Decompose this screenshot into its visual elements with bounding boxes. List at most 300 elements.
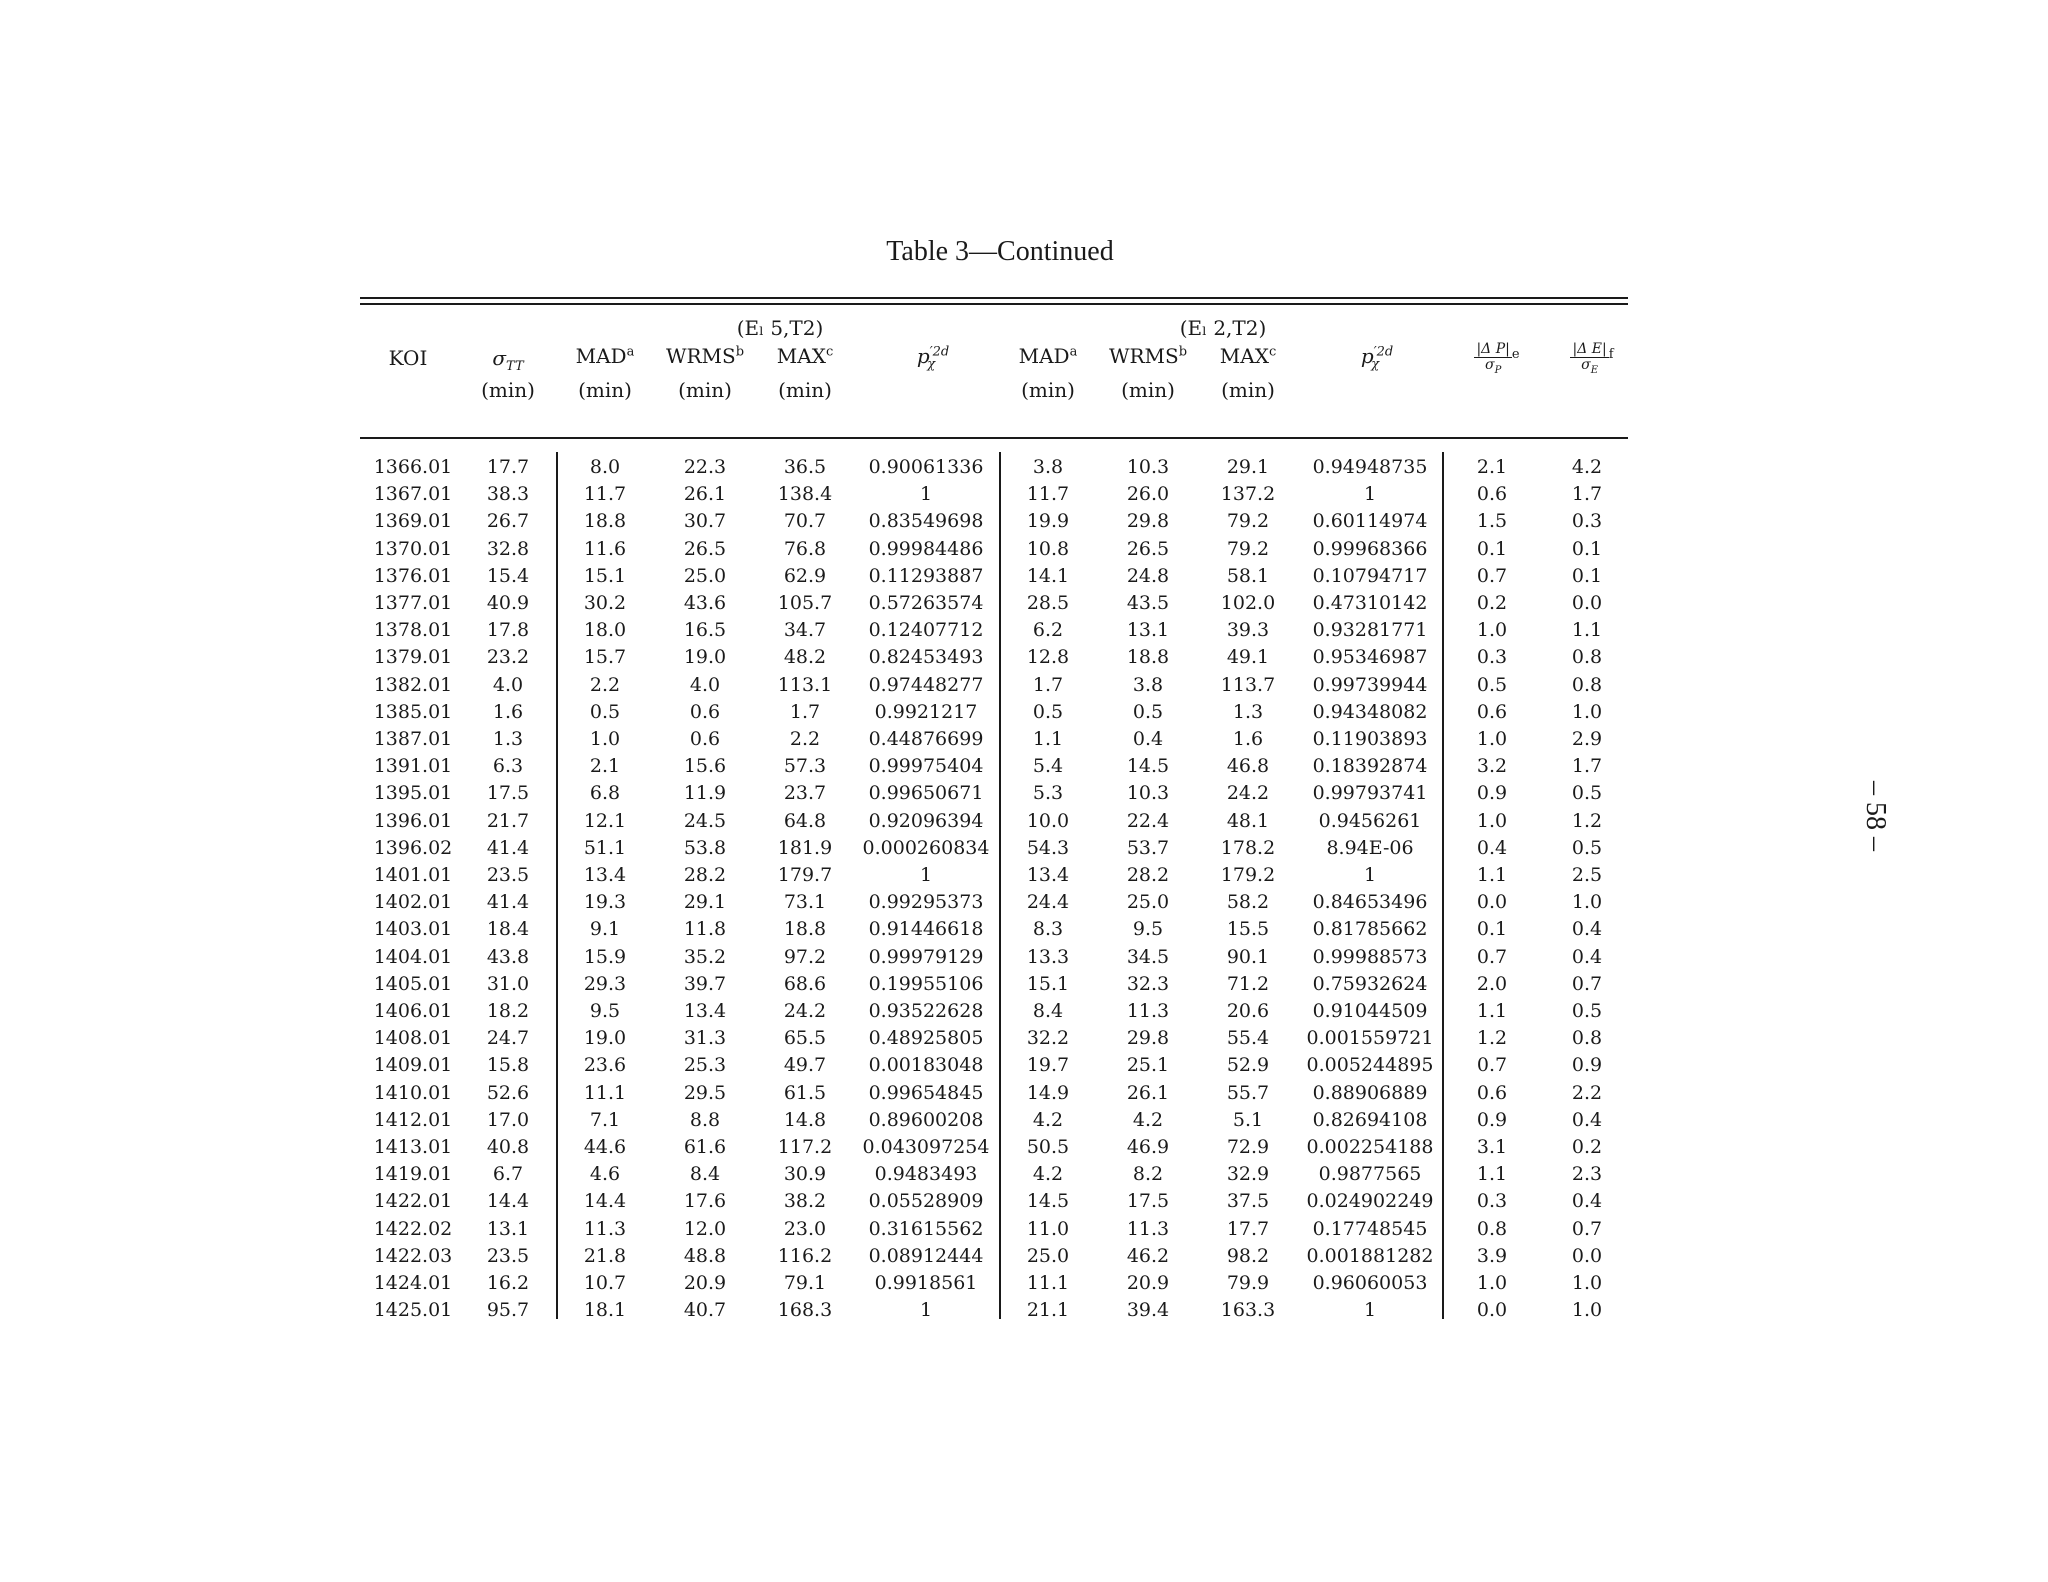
cell-sigma-tt: 17.8 [486, 619, 530, 642]
cell-koi: 1424.01 [373, 1272, 453, 1294]
cell-wrms-5: 13.4 [683, 1000, 727, 1022]
cell-koi: 1408.01 [373, 1027, 453, 1050]
cell-mad-2: 11.0 [1026, 1217, 1070, 1240]
cell-sigma-tt: 4.0 [492, 673, 524, 696]
cell-mad-2: 54.3 [1026, 836, 1070, 859]
cell-delta-e: 0.7 [1571, 1217, 1603, 1240]
cell-wrms-2: 10.3 [1126, 782, 1170, 805]
cell-wrms-5: 8.8 [689, 1108, 721, 1131]
cell-max-2: 58.1 [1226, 564, 1270, 587]
cell-koi: 1413.01 [373, 1136, 453, 1158]
cell-p-2: 0.88906889 [1312, 1081, 1428, 1104]
cell-p-2: 0.002254188 [1306, 1136, 1434, 1158]
cell-max-5: 105.7 [777, 592, 833, 614]
cell-koi: 1369.01 [373, 510, 453, 533]
cell-koi: 1422.01 [373, 1190, 453, 1213]
cell-wrms-5: 48.8 [683, 1244, 727, 1267]
cell-wrms-2: 32.3 [1126, 972, 1170, 995]
cell-koi: 1387.01 [373, 728, 453, 750]
cell-wrms-2: 20.9 [1126, 1272, 1170, 1294]
cell-max-2: 37.5 [1226, 1190, 1270, 1213]
cell-p-5: 0.99650671 [868, 782, 984, 805]
cell-sigma-tt: 40.9 [486, 592, 530, 614]
cell-mad-5: 30.2 [583, 592, 627, 614]
cell-delta-e: 0.9 [1571, 1054, 1603, 1077]
cell-delta-e: 0.4 [1571, 945, 1603, 968]
cell-wrms-5: 20.9 [683, 1272, 727, 1294]
cell-wrms-2: 9.5 [1132, 918, 1164, 941]
cell-p-2: 8.94E-06 [1326, 836, 1414, 859]
cell-koi: 1419.01 [373, 1163, 453, 1186]
cell-max-2: 52.9 [1226, 1054, 1270, 1077]
cell-delta-p: 0.6 [1476, 1081, 1508, 1104]
cell-wrms-5: 22.3 [683, 456, 727, 478]
cell-wrms-5: 28.2 [683, 864, 727, 886]
cell-mad-5: 1.0 [589, 728, 621, 750]
cell-max-5: 76.8 [783, 537, 827, 560]
cell-p-5: 0.99975404 [868, 755, 984, 778]
cell-wrms-2: 46.9 [1126, 1136, 1170, 1158]
cell-p-2: 0.60114974 [1312, 510, 1428, 533]
cell-max-5: 48.2 [783, 646, 827, 669]
cell-delta-e: 2.9 [1571, 728, 1603, 750]
cell-sigma-tt: 21.7 [486, 809, 530, 832]
cell-sigma-tt: 6.7 [492, 1163, 524, 1186]
cell-delta-e: 0.4 [1571, 1108, 1603, 1131]
cell-max-5: 34.7 [783, 619, 827, 642]
cell-delta-p: 0.6 [1476, 700, 1508, 723]
cell-wrms-2: 11.3 [1126, 1000, 1170, 1022]
cell-p-5: 0.9918561 [874, 1272, 978, 1294]
cell-sigma-tt: 1.6 [492, 700, 524, 723]
cell-wrms-5: 29.1 [683, 891, 727, 914]
cell-mad-5: 11.3 [583, 1217, 627, 1240]
cell-p-2: 0.99968366 [1312, 537, 1428, 560]
cell-koi: 1376.01 [373, 564, 453, 587]
cell-wrms-2: 25.0 [1126, 891, 1170, 914]
cell-sigma-tt: 15.4 [486, 564, 530, 587]
cell-sigma-tt: 52.6 [486, 1081, 530, 1104]
cell-koi: 1382.01 [373, 673, 453, 696]
cell-max-2: 102.0 [1220, 592, 1276, 614]
cell-koi: 1403.01 [373, 918, 453, 941]
cell-delta-e: 0.4 [1571, 918, 1603, 941]
cell-max-5: 23.0 [783, 1217, 827, 1240]
cell-delta-p: 0.7 [1476, 945, 1508, 968]
cell-delta-p: 0.0 [1476, 1299, 1508, 1322]
cell-sigma-tt: 41.4 [486, 891, 530, 914]
cell-p-5: 1 [919, 1299, 933, 1322]
cell-mad-2: 14.5 [1026, 1190, 1070, 1213]
cell-koi: 1404.01 [373, 945, 453, 968]
cell-wrms-2: 29.8 [1126, 1027, 1170, 1050]
header-sigma-tt: $\sigma_{TT}$ [492, 346, 524, 374]
cell-max-5: 18.8 [783, 918, 827, 941]
cell-delta-e: 2.5 [1571, 864, 1603, 886]
cell-mad-2: 8.3 [1032, 918, 1064, 941]
cell-max-5: 138.4 [777, 483, 833, 506]
cell-delta-e: 0.8 [1571, 1027, 1603, 1050]
cell-koi: 1396.01 [373, 809, 453, 832]
cell-wrms-5: 25.0 [683, 564, 727, 587]
cell-p-2: 0.9877565 [1318, 1163, 1422, 1186]
cell-p-5: 0.89600208 [868, 1108, 984, 1131]
cell-delta-e: 1.0 [1571, 1272, 1603, 1294]
cell-p-2: 1 [1363, 483, 1377, 506]
cell-sigma-tt: 6.3 [492, 755, 524, 778]
cell-delta-p: 1.0 [1476, 1272, 1508, 1294]
cell-delta-p: 2.0 [1476, 972, 1508, 995]
cell-koi: 1377.01 [373, 592, 453, 614]
cell-delta-e: 1.0 [1571, 1299, 1603, 1322]
cell-p-2: 0.84653496 [1312, 891, 1428, 914]
cell-max-5: 23.7 [783, 782, 827, 805]
cell-mad-5: 6.8 [589, 782, 621, 805]
cell-koi: 1425.01 [373, 1299, 453, 1322]
cell-max-5: 181.9 [777, 836, 833, 859]
cell-mad-2: 21.1 [1026, 1299, 1070, 1322]
cell-max-2: 137.2 [1220, 483, 1276, 506]
cell-max-2: 1.3 [1232, 700, 1264, 723]
cell-koi: 1422.02 [373, 1217, 453, 1240]
cell-mad-2: 4.2 [1032, 1108, 1064, 1131]
cell-sigma-tt: 13.1 [486, 1217, 530, 1240]
cell-koi: 1379.01 [373, 646, 453, 669]
cell-mad-2: 50.5 [1026, 1136, 1070, 1158]
cell-wrms-2: 28.2 [1126, 864, 1170, 886]
cell-mad-5: 2.1 [589, 755, 621, 778]
cell-max-2: 72.9 [1226, 1136, 1270, 1158]
cell-delta-p: 0.0 [1476, 891, 1508, 914]
cell-max-2: 15.5 [1226, 918, 1270, 941]
cell-sigma-tt: 18.4 [486, 918, 530, 941]
cell-delta-p: 1.0 [1476, 728, 1508, 750]
unit-sigma-tt: (min) [481, 378, 535, 402]
cell-mad-2: 32.2 [1026, 1027, 1070, 1050]
cell-delta-e: 0.5 [1571, 782, 1603, 805]
cell-p-5: 0.043097254 [862, 1136, 990, 1158]
cell-max-5: 36.5 [783, 456, 827, 478]
cell-p-2: 0.17748545 [1312, 1217, 1428, 1240]
cell-p-5: 0.82453493 [868, 646, 984, 669]
cell-sigma-tt: 15.8 [486, 1054, 530, 1077]
cell-wrms-5: 26.1 [683, 483, 727, 506]
cell-mad-2: 15.1 [1026, 972, 1070, 995]
cell-mad-5: 19.3 [583, 891, 627, 914]
cell-wrms-2: 17.5 [1126, 1190, 1170, 1213]
cell-max-5: 38.2 [783, 1190, 827, 1213]
cell-sigma-tt: 23.2 [486, 646, 530, 669]
cell-p-5: 0.57263574 [868, 592, 984, 614]
group-header-el5: (Eₗ 5,T2) [736, 316, 824, 340]
cell-wrms-2: 4.2 [1132, 1108, 1164, 1131]
cell-wrms-5: 0.6 [689, 728, 721, 750]
cell-mad-2: 1.1 [1032, 728, 1064, 750]
cell-delta-p: 2.1 [1476, 456, 1508, 478]
cell-delta-e: 0.4 [1571, 1190, 1603, 1213]
cell-max-5: 61.5 [783, 1081, 827, 1104]
cell-max-5: 168.3 [777, 1299, 833, 1322]
top-rule-1 [360, 297, 1628, 299]
cell-p-5: 0.9483493 [874, 1163, 978, 1186]
cell-p-5: 0.48925805 [868, 1027, 984, 1050]
cell-mad-2: 4.2 [1032, 1163, 1064, 1186]
cell-p-2: 0.11903893 [1312, 728, 1428, 750]
cell-max-2: 55.4 [1226, 1027, 1270, 1050]
cell-max-2: 55.7 [1226, 1081, 1270, 1104]
cell-wrms-5: 15.6 [683, 755, 727, 778]
cell-wrms-5: 53.8 [683, 836, 727, 859]
cell-mad-5: 8.0 [589, 456, 621, 478]
cell-sigma-tt: 14.4 [486, 1190, 530, 1213]
cell-wrms-5: 30.7 [683, 510, 727, 533]
cell-p-5: 0.91446618 [868, 918, 984, 941]
cell-max-2: 29.1 [1226, 456, 1270, 478]
cell-delta-p: 1.2 [1476, 1027, 1508, 1050]
cell-delta-e: 0.1 [1571, 537, 1603, 560]
cell-wrms-2: 53.7 [1126, 836, 1170, 859]
header-max-5: MAX$^c$ [776, 344, 834, 368]
cell-mad-5: 15.9 [583, 945, 627, 968]
cell-koi: 1378.01 [373, 619, 453, 642]
cell-wrms-2: 25.1 [1126, 1054, 1170, 1077]
cell-mad-2: 5.4 [1032, 755, 1064, 778]
cell-wrms-2: 13.1 [1126, 619, 1170, 642]
cell-mad-5: 2.2 [589, 673, 621, 696]
cell-delta-p: 3.2 [1476, 755, 1508, 778]
cell-sigma-tt: 38.3 [486, 483, 530, 506]
cell-mad-5: 23.6 [583, 1054, 627, 1077]
cell-delta-p: 0.8 [1476, 1217, 1508, 1240]
cell-delta-p: 0.4 [1476, 836, 1508, 859]
cell-mad-5: 10.7 [583, 1272, 627, 1294]
cell-delta-e: 0.0 [1571, 1244, 1603, 1267]
cell-sigma-tt: 40.8 [486, 1136, 530, 1158]
cell-p-2: 0.94948735 [1312, 456, 1428, 478]
cell-sigma-tt: 1.3 [492, 728, 524, 750]
cell-max-2: 24.2 [1226, 782, 1270, 805]
cell-max-2: 179.2 [1220, 864, 1276, 886]
cell-mad-5: 11.7 [583, 483, 627, 506]
cell-delta-p: 1.1 [1476, 1163, 1508, 1186]
cell-p-2: 0.82694108 [1312, 1108, 1428, 1131]
cell-p-5: 1 [919, 864, 933, 886]
cell-max-5: 73.1 [783, 891, 827, 914]
cell-mad-5: 51.1 [583, 836, 627, 859]
header-delta-e: $\frac{\text{|Δ E|}}{\sigma_E}$ $^f$ [1572, 341, 1614, 376]
cell-koi: 1385.01 [373, 700, 453, 723]
cell-delta-p: 1.5 [1476, 510, 1508, 533]
cell-delta-e: 0.7 [1571, 972, 1603, 995]
cell-p-5: 0.000260834 [862, 836, 990, 859]
cell-delta-e: 0.8 [1571, 646, 1603, 669]
cell-mad-2: 12.8 [1026, 646, 1070, 669]
cell-delta-e: 1.0 [1571, 891, 1603, 914]
cell-max-2: 48.1 [1226, 809, 1270, 832]
cell-max-5: 65.5 [783, 1027, 827, 1050]
cell-mad-2: 6.2 [1032, 619, 1064, 642]
cell-p-5: 0.00183048 [868, 1054, 984, 1077]
cell-wrms-5: 8.4 [689, 1163, 721, 1186]
cell-max-2: 5.1 [1232, 1108, 1264, 1131]
cell-p-5: 0.93522628 [868, 1000, 984, 1022]
cell-max-2: 58.2 [1226, 891, 1270, 914]
cell-wrms-2: 29.8 [1126, 510, 1170, 533]
cell-wrms-2: 26.0 [1126, 483, 1170, 506]
cell-max-5: 179.7 [777, 864, 833, 886]
cell-mad-5: 7.1 [589, 1108, 621, 1131]
cell-p-5: 0.31615562 [868, 1217, 984, 1240]
cell-p-5: 0.99984486 [868, 537, 984, 560]
cell-mad-5: 18.1 [583, 1299, 627, 1322]
cell-delta-p: 3.9 [1476, 1244, 1508, 1267]
cell-wrms-5: 11.9 [683, 782, 727, 805]
cell-mad-5: 12.1 [583, 809, 627, 832]
cell-sigma-tt: 95.7 [486, 1299, 530, 1322]
cell-p-2: 0.81785662 [1312, 918, 1428, 941]
cell-mad-5: 21.8 [583, 1244, 627, 1267]
cell-p-5: 1 [919, 483, 933, 506]
column-divider-1 [556, 452, 558, 1319]
cell-delta-p: 0.5 [1476, 673, 1508, 696]
cell-p-2: 0.96060053 [1312, 1272, 1428, 1294]
cell-delta-e: 0.5 [1571, 836, 1603, 859]
cell-wrms-2: 3.8 [1132, 673, 1164, 696]
cell-p-2: 0.93281771 [1312, 619, 1428, 642]
cell-max-2: 79.2 [1226, 537, 1270, 560]
cell-max-2: 90.1 [1226, 945, 1270, 968]
cell-mad-5: 19.0 [583, 1027, 627, 1050]
cell-p-5: 0.90061336 [868, 456, 984, 478]
cell-sigma-tt: 23.5 [486, 1244, 530, 1267]
cell-sigma-tt: 23.5 [486, 864, 530, 886]
cell-p-2: 0.99793741 [1312, 782, 1428, 805]
cell-wrms-5: 61.6 [683, 1136, 727, 1158]
cell-delta-p: 0.7 [1476, 1054, 1508, 1077]
cell-wrms-5: 35.2 [683, 945, 727, 968]
cell-delta-e: 0.5 [1571, 1000, 1603, 1022]
cell-koi: 1396.02 [373, 836, 453, 859]
header-p-5: $p^{'2d}_\chi$ [916, 344, 950, 372]
cell-mad-2: 25.0 [1026, 1244, 1070, 1267]
cell-p-5: 0.9921217 [874, 700, 978, 723]
cell-max-2: 113.7 [1220, 673, 1276, 696]
cell-sigma-tt: 17.7 [486, 456, 530, 478]
cell-max-2: 71.2 [1226, 972, 1270, 995]
cell-p-5: 0.99295373 [868, 891, 984, 914]
cell-delta-p: 0.9 [1476, 782, 1508, 805]
unit-max-2: (min) [1221, 378, 1275, 402]
cell-p-2: 0.9456261 [1318, 809, 1422, 832]
cell-mad-5: 9.5 [589, 1000, 621, 1022]
cell-max-5: 57.3 [783, 755, 827, 778]
unit-wrms-5: (min) [678, 378, 732, 402]
cell-sigma-tt: 18.2 [486, 1000, 530, 1022]
cell-p-2: 0.001559721 [1306, 1027, 1434, 1050]
cell-wrms-2: 22.4 [1126, 809, 1170, 832]
cell-delta-p: 3.1 [1476, 1136, 1508, 1158]
cell-p-2: 0.99988573 [1312, 945, 1428, 968]
unit-wrms-2: (min) [1121, 378, 1175, 402]
cell-max-2: 1.6 [1232, 728, 1264, 750]
cell-max-5: 62.9 [783, 564, 827, 587]
header-mad-5: MAD$^a$ [575, 344, 635, 368]
cell-mad-5: 15.7 [583, 646, 627, 669]
cell-delta-e: 0.3 [1571, 510, 1603, 533]
cell-wrms-5: 25.3 [683, 1054, 727, 1077]
cell-delta-e: 1.7 [1571, 483, 1603, 506]
page-number: – 58 – [1860, 781, 1891, 851]
cell-wrms-2: 8.2 [1132, 1163, 1164, 1186]
cell-delta-p: 1.0 [1476, 619, 1508, 642]
cell-max-5: 79.1 [783, 1272, 827, 1294]
cell-delta-p: 1.0 [1476, 809, 1508, 832]
cell-delta-p: 0.2 [1476, 592, 1508, 614]
cell-sigma-tt: 16.2 [486, 1272, 530, 1294]
cell-mad-2: 1.7 [1032, 673, 1064, 696]
cell-mad-5: 18.0 [583, 619, 627, 642]
cell-max-5: 49.7 [783, 1054, 827, 1077]
cell-max-2: 49.1 [1226, 646, 1270, 669]
cell-mad-5: 9.1 [589, 918, 621, 941]
cell-delta-p: 1.1 [1476, 864, 1508, 886]
cell-mad-2: 14.1 [1026, 564, 1070, 587]
cell-koi: 1367.01 [373, 483, 453, 506]
cell-p-5: 0.05528909 [868, 1190, 984, 1213]
header-delta-p: $\frac{\text{|Δ P|}}{\sigma_P}$ $^e$ [1476, 341, 1520, 376]
header-wrms-2: WRMS$^b$ [1108, 344, 1188, 368]
header-rule [360, 437, 1628, 439]
cell-wrms-2: 39.4 [1126, 1299, 1170, 1322]
cell-mad-2: 14.9 [1026, 1081, 1070, 1104]
cell-koi: 1391.01 [373, 755, 453, 778]
cell-wrms-2: 46.2 [1126, 1244, 1170, 1267]
cell-max-2: 32.9 [1226, 1163, 1270, 1186]
cell-sigma-tt: 17.0 [486, 1108, 530, 1131]
cell-p-5: 0.99979129 [868, 945, 984, 968]
cell-mad-2: 11.7 [1026, 483, 1070, 506]
header-mad-2: MAD$^a$ [1018, 344, 1078, 368]
cell-wrms-5: 0.6 [689, 700, 721, 723]
cell-koi: 1410.01 [373, 1081, 453, 1104]
cell-max-5: 116.2 [777, 1244, 833, 1267]
cell-mad-5: 4.6 [589, 1163, 621, 1186]
cell-p-5: 0.92096394 [868, 809, 984, 832]
cell-mad-2: 8.4 [1032, 1000, 1064, 1022]
cell-max-5: 70.7 [783, 510, 827, 533]
cell-max-2: 178.2 [1220, 836, 1276, 859]
cell-wrms-2: 24.8 [1126, 564, 1170, 587]
cell-max-2: 79.9 [1226, 1272, 1270, 1294]
cell-sigma-tt: 26.7 [486, 510, 530, 533]
cell-mad-5: 14.4 [583, 1190, 627, 1213]
cell-delta-e: 1.0 [1571, 700, 1603, 723]
cell-sigma-tt: 43.8 [486, 945, 530, 968]
cell-mad-5: 11.6 [583, 537, 627, 560]
cell-sigma-tt: 32.8 [486, 537, 530, 560]
unit-mad-2: (min) [1021, 378, 1075, 402]
cell-max-2: 163.3 [1220, 1299, 1276, 1322]
cell-max-5: 117.2 [777, 1136, 833, 1158]
cell-delta-e: 0.1 [1571, 564, 1603, 587]
unit-max-5: (min) [778, 378, 832, 402]
cell-max-5: 30.9 [783, 1163, 827, 1186]
cell-p-2: 0.91044509 [1312, 1000, 1428, 1022]
cell-sigma-tt: 41.4 [486, 836, 530, 859]
cell-p-5: 0.12407712 [868, 619, 984, 642]
cell-wrms-2: 11.3 [1126, 1217, 1170, 1240]
cell-koi: 1395.01 [373, 782, 453, 805]
